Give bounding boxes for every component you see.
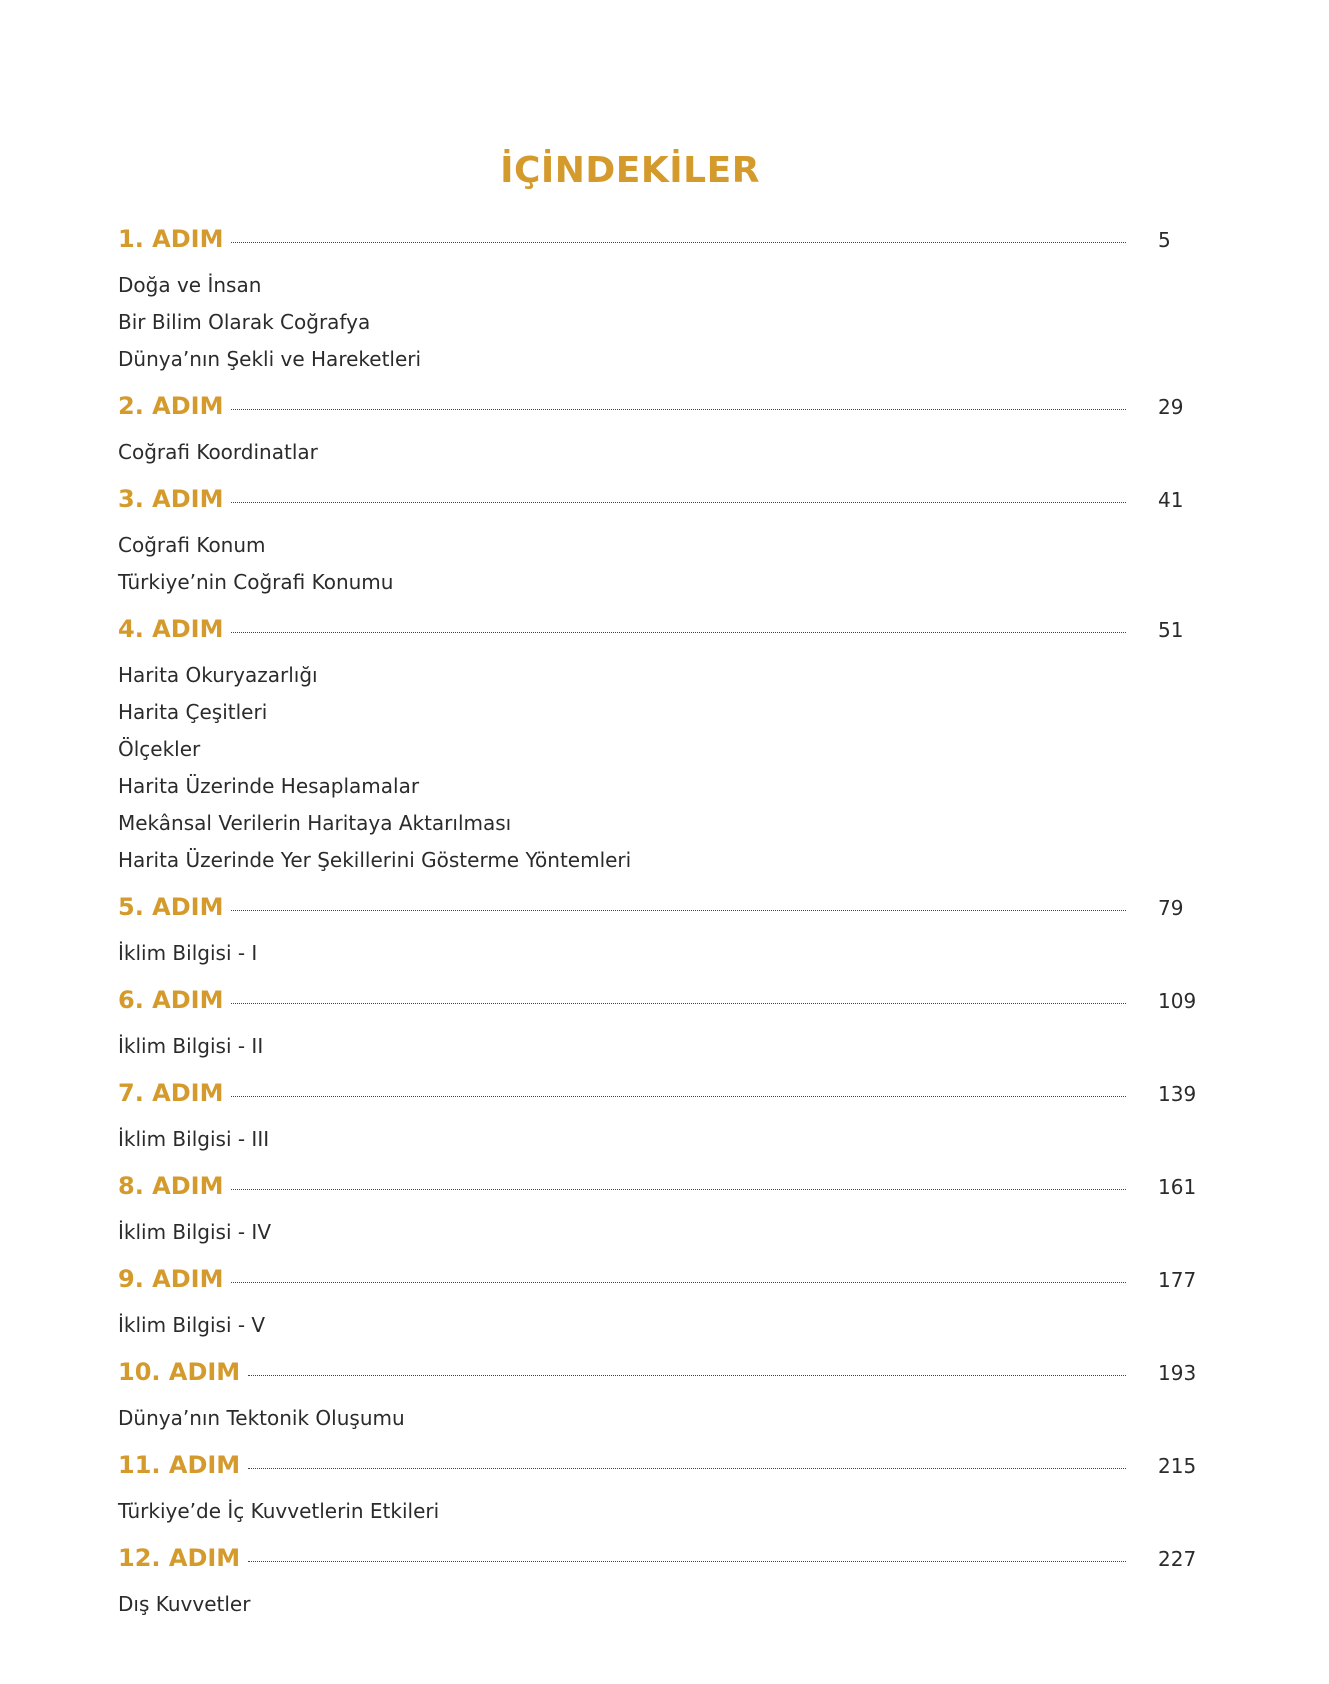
step-heading: 7. ADIM	[118, 1079, 224, 1107]
dot-leader	[231, 1189, 1126, 1190]
toc-topic: Harita Üzerinde Yer Şekillerini Gösterme Yöntemleri	[118, 848, 632, 872]
step-heading: 2. ADIM	[118, 392, 224, 420]
dot-leader	[231, 1096, 1126, 1097]
page-number: 215	[1158, 1454, 1197, 1478]
page-number: 29	[1158, 395, 1184, 419]
toc-step-row[interactable]	[118, 485, 1218, 527]
step-heading: 12. ADIM	[118, 1544, 241, 1572]
step-heading: 9. ADIM	[118, 1265, 224, 1293]
toc-topic: Mekânsal Verilerin Haritaya Aktarılması	[118, 811, 512, 835]
page-number: 51	[1158, 618, 1184, 642]
dot-leader	[248, 1468, 1126, 1469]
toc-section	[118, 392, 1218, 471]
toc-topic: Doğa ve İnsan	[118, 273, 262, 297]
page-number: 177	[1158, 1268, 1197, 1292]
toc-section	[118, 1079, 1218, 1158]
toc-step-row[interactable]	[118, 1079, 1218, 1121]
toc-topic: Harita Üzerinde Hesaplamalar	[118, 774, 420, 798]
dot-leader	[231, 502, 1126, 503]
toc-topic: İklim Bilgisi - II	[118, 1034, 264, 1058]
toc-topic: Coğrafi Konum	[118, 533, 266, 557]
toc-topic: Coğrafi Koordinatlar	[118, 440, 318, 464]
toc-section	[118, 1172, 1218, 1251]
toc-step-row[interactable]	[118, 1172, 1218, 1214]
dot-leader	[248, 1375, 1126, 1376]
toc-step-row[interactable]	[118, 893, 1218, 935]
step-heading: 8. ADIM	[118, 1172, 224, 1200]
dot-leader	[231, 409, 1126, 410]
dot-leader	[231, 632, 1126, 633]
toc-section	[118, 485, 1218, 601]
toc-topic: Dış Kuvvetler	[118, 1592, 251, 1616]
toc-topic: İklim Bilgisi - I	[118, 941, 258, 965]
step-heading: 11. ADIM	[118, 1451, 241, 1479]
step-heading: 1. ADIM	[118, 225, 224, 253]
dot-leader	[231, 1003, 1126, 1004]
step-heading: 3. ADIM	[118, 485, 224, 513]
toc-section	[118, 1451, 1218, 1530]
toc-topic: Türkiye’nin Coğrafi Konumu	[118, 570, 394, 594]
toc-step-row[interactable]	[118, 1265, 1218, 1307]
toc-section	[118, 893, 1218, 972]
toc-section	[118, 615, 1218, 879]
dot-leader	[231, 242, 1126, 243]
toc-topic: Harita Okuryazarlığı	[118, 663, 318, 687]
toc-topic: Dünya’nın Tektonik Oluşumu	[118, 1406, 405, 1430]
toc-topic: Türkiye’de İç Kuvvetlerin Etkileri	[118, 1499, 440, 1523]
page-number: 41	[1158, 488, 1184, 512]
table-of-contents	[118, 225, 1218, 1637]
toc-topic: İklim Bilgisi - IV	[118, 1220, 272, 1244]
page-number: 161	[1158, 1175, 1197, 1199]
page-number: 227	[1158, 1547, 1197, 1571]
toc-step-row[interactable]	[118, 1358, 1218, 1400]
page-number: 5	[1158, 228, 1171, 252]
toc-section	[118, 1265, 1218, 1344]
step-heading: 4. ADIM	[118, 615, 224, 643]
toc-topic: Harita Çeşitleri	[118, 700, 268, 724]
toc-step-row[interactable]	[118, 1451, 1218, 1493]
page-number: 193	[1158, 1361, 1197, 1385]
toc-topic: Dünya’nın Şekli ve Hareketleri	[118, 347, 422, 371]
step-heading: 10. ADIM	[118, 1358, 241, 1386]
toc-section	[118, 1358, 1218, 1437]
dot-leader	[248, 1561, 1126, 1562]
toc-topic: Ölçekler	[118, 737, 201, 761]
dot-leader	[231, 910, 1126, 911]
toc-step-row[interactable]	[118, 392, 1218, 434]
toc-section	[118, 1544, 1218, 1623]
page-title: İÇİNDEKİLER	[500, 150, 760, 191]
toc-step-row[interactable]	[118, 615, 1218, 657]
step-heading: 5. ADIM	[118, 893, 224, 921]
toc-section	[118, 986, 1218, 1065]
step-heading: 6. ADIM	[118, 986, 224, 1014]
toc-topic: İklim Bilgisi - III	[118, 1127, 270, 1151]
dot-leader	[231, 1282, 1126, 1283]
toc-step-row[interactable]	[118, 986, 1218, 1028]
page-number: 139	[1158, 1082, 1197, 1106]
toc-section	[118, 225, 1218, 378]
toc-topic: Bir Bilim Olarak Coğrafya	[118, 310, 371, 334]
page-number: 79	[1158, 896, 1184, 920]
page-number: 109	[1158, 989, 1197, 1013]
toc-step-row[interactable]	[118, 225, 1218, 267]
toc-topic: İklim Bilgisi - V	[118, 1313, 266, 1337]
toc-step-row[interactable]	[118, 1544, 1218, 1586]
